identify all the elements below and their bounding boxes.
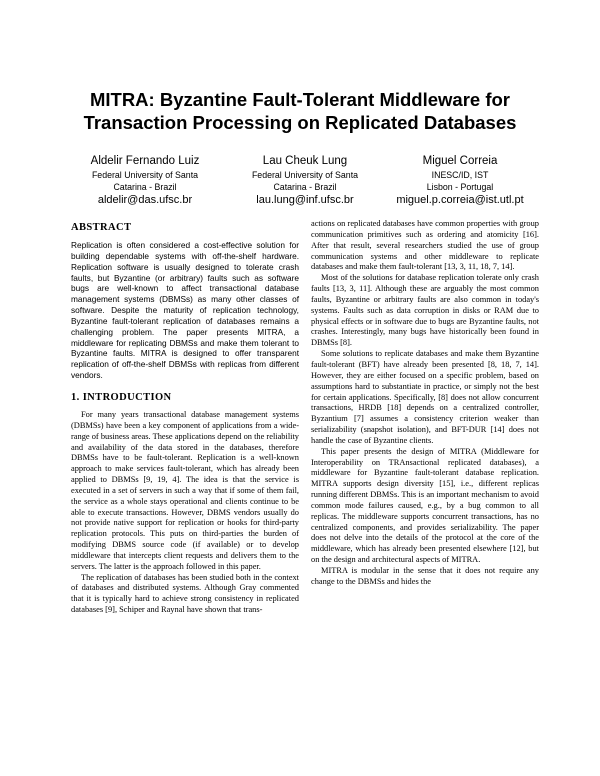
paragraph: Most of the solutions for database replication tolerate only crash faults [13, 3, 11]. Although these are arguably the most common faults, Byzantine or arbitrary faults are also common in today's systems. Faults such as data corruption in disks or RAM due to physical effects or in software due to bugs are Byzantine faults, not crashes. Interestingly, many bugs have historically been found in DBMSs [8]. — [311, 273, 539, 348]
abstract-heading: ABSTRACT — [71, 222, 132, 233]
title-line-2: Transaction Processing on Replicated Databases — [83, 112, 517, 133]
paragraph: This paper presents the design of MITRA (Middleware for Interoperability on TRAnsactional replicated databases), a middleware for Byzantine fault-tolerant database replication. MITRA supports design diversity [15], i.e., different replicas running different DBMSs. This is an important mechanism to avoid common mode failures caused, e.g., by a bug common to all replicas. The middleware supports concurrent transactions, has no centralized components, and provides serializability. The paper does not delve into the details of the protocol at the core of the middleware, which has already been presented elsewhere [12], but on the design and architectural aspects of MITRA. — [311, 446, 539, 565]
author-affiliation: Federal University of Santa — [91, 170, 199, 180]
author-affiliation: INESC/ID, IST — [431, 170, 489, 180]
author-name: Miguel Correia — [422, 155, 498, 167]
author-2 — [220, 154, 390, 208]
author-3 — [375, 154, 545, 208]
paper-title — [40, 88, 560, 134]
paragraph: For many years transactional database management systems (DBMSs) have been a key component of applications from a wide-range of business areas. These applications depend on the reliability and availability of the data stored in the databases, therefore DBMSs have to be fault-tolerant. Replication is a well-known approach to make services fault-tolerant, which has already been applied to DBMSs [9, 19, 4]. The idea is that the service is executed in a set of servers in such a way that if some of them fail, the service as a whole stays operational and clients continue to be able to execute transactions. However, DBMS vendors usually do not provide native support for replication or hooks for third-party replication protocols. This puts on third-parties the burden of modifying DBMS source code (if available) or to develop middleware that intercepts client requests and delivers them to the servers. The latter is the approach followed in this paper. — [71, 409, 299, 571]
left-column — [71, 221, 299, 616]
author-affiliation: Catarina - Brazil — [273, 182, 337, 192]
paragraph: The replication of databases has been studied both in the context of databases and distributed systems. Although Gray commented that it is typically hard to achieve strong consistency in replicated databases [9], Schiper and Raynal have shown that trans- — [71, 572, 299, 615]
author-name: Aldelir Fernando Luiz — [90, 155, 200, 167]
author-block — [60, 154, 540, 214]
author-1 — [60, 154, 230, 208]
author-affiliation: Federal University of Santa — [251, 170, 359, 180]
author-affiliation: Lisbon - Portugal — [426, 182, 494, 192]
right-column — [311, 219, 539, 588]
introduction-heading: 1. INTRODUCTION — [71, 391, 172, 403]
paragraph: Some solutions to replicate databases and make them Byzantine fault-tolerant (BFT) have already been presented [8, 18, 7, 14]. However, they are either focused on a specific problem, based on assumptions hard to substantiate in practice, or simply not the best for certain applications. Specifically, [8] does not allow concurrent transactions, HRDB [18] depends on a centralized controller, Byzantium [7] assumes a consistency criterion weaker than serializability (snapshot isolation), and BFT-DUR [14] does not handle the case of Byzantine clients. — [311, 349, 539, 445]
abstract-text: Replication is often considered a cost-effective solution for building dependable systems with off-the-shelf hardware. Replication software is usually designed to tolerate crash faults, but Byzantine (or arbitrary) faults such as software bugs are well-known to affect transactional database management systems (DBMSs) as many other classes of software. Despite the maturity of replication technology, Byzantine fault-tolerant replication of databases remains a challenging problem. The paper presents MITRA, a middleware for replicating DBMSs and make them tolerant to Byzantine faults. MITRA is designed to offer transparent replication of off-the-shelf DBMSs with replicas from different vendors. — [71, 240, 299, 381]
author-affiliation: Catarina - Brazil — [113, 182, 177, 192]
paragraph: MITRA is modular in the sense that it does not require any change to the DBMSs and hides the — [311, 566, 539, 586]
paragraph: actions on replicated databases have common properties with group communication primitives such as ordering and atomicity [16]. After that result, several researchers studied the use of group communication systems and other middleware to replicate databases and make them fault-tolerant [13, 3, 11, 18, 7, 14]. — [311, 219, 539, 272]
author-email: aldelir@das.ufsc.br — [97, 194, 193, 206]
title-line-1: MITRA: Byzantine Fault-Tolerant Middleware for — [89, 89, 511, 110]
author-name: Lau Cheuk Lung — [262, 155, 348, 167]
author-email: miguel.p.correia@ist.utl.pt — [396, 194, 524, 206]
author-email: lau.lung@inf.ufsc.br — [256, 194, 354, 206]
